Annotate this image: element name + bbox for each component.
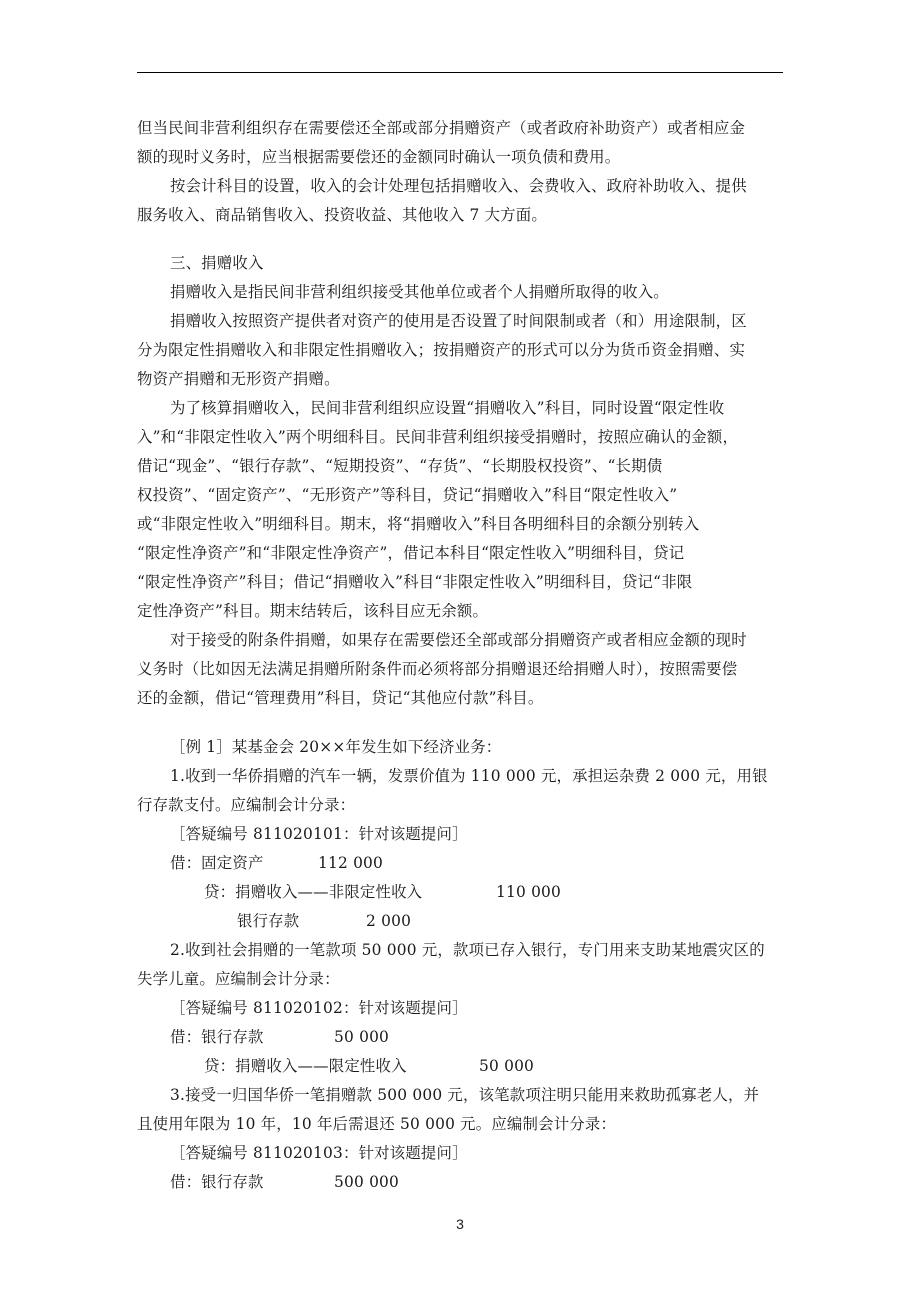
journal-credit-amount: 50 000 bbox=[479, 1057, 535, 1075]
text-line: 借记“现金”、“银行存款”、“短期投资”、“存货”、“长期股权投资”、“长期债 bbox=[137, 457, 663, 475]
text-line: “限定性净资产”科目；借记“捐赠收入”科目“非限定性收入”明细科目，贷记“非限 bbox=[137, 573, 693, 591]
journal-credit-amount: 2 000 bbox=[366, 912, 412, 930]
text-line: 捐赠收入按照资产提供者对资产的使用是否设置了时间限制或者（和）用途限制，区 bbox=[170, 312, 747, 330]
text-line: 分为限定性捐赠收入和非限定性捐赠收入；按捐赠资产的形式可以分为货币资金捐赠、实 bbox=[137, 341, 746, 359]
text-line: 2.收到社会捐赠的一笔款项 50 000 元，款项已存入银行，专门用来支助某地震灾区的 bbox=[170, 941, 765, 959]
text-line: 物资产捐赠和无形资产捐赠。 bbox=[137, 370, 340, 388]
journal-debit-account: 借：固定资产 bbox=[170, 854, 264, 872]
journal-debit-amount: 50 000 bbox=[334, 1028, 390, 1046]
journal-credit-account: 银行存款 bbox=[237, 912, 300, 930]
journal-debit-amount: 500 000 bbox=[334, 1173, 400, 1191]
text-line: 1.收到一华侨捐赠的汽车一辆，发票价值为 110 000 元，承担运杂费 2 000 元，用银 bbox=[170, 767, 768, 785]
journal-debit-amount: 112 000 bbox=[318, 854, 384, 872]
text-line: 且使用年限为 10 年，10 年后需退还 50 000 元。应编制会计分录： bbox=[137, 1115, 617, 1133]
journal-debit-account: 借：银行存款 bbox=[170, 1028, 264, 1046]
text-line: 按会计科目的设置，收入的会计处理包括捐赠收入、会费收入、政府补助收入、提供 bbox=[170, 177, 747, 195]
text-line: 定性净资产”科目。期末结转后，该科目应无余额。 bbox=[137, 602, 489, 620]
journal-credit-amount: 110 000 bbox=[496, 883, 562, 901]
text-line: 失学儿童。应编制会计分录： bbox=[137, 970, 340, 988]
text-line: 权投资”、“固定资产”、“无形资产”等科目，贷记“捐赠收入”科目“限定性收入” bbox=[137, 486, 678, 504]
text-line: 服务收入、商品销售收入、投资收益、其他收入 7 大方面。 bbox=[137, 206, 547, 224]
text-line: 入”和“非限定性收入”两个明细科目。民间非营利组织接受捐赠时，按照应确认的金额， bbox=[137, 428, 739, 446]
text-line: 行存款支付。应编制会计分录： bbox=[137, 796, 356, 814]
text-line: 3.接受一归国华侨一笔捐赠款 500 000 元，该笔款项注明只能用来救助孤寡老人，并 bbox=[170, 1086, 760, 1104]
header-rule bbox=[137, 72, 783, 73]
text-line: 还的金额，借记“管理费用”科目，贷记“其他应付款”科目。 bbox=[137, 689, 544, 707]
text-line: 但当民间非营利组织存在需要偿还全部或部分捐赠资产（或者政府补助资产）或者相应金 bbox=[137, 119, 746, 137]
page-number: 3 bbox=[456, 1216, 464, 1232]
text-line: 捐赠收入是指民间非营利组织接受其他单位或者个人捐赠所取得的收入。 bbox=[170, 283, 669, 301]
text-line: 或“非限定性收入”明细科目。期末，将“捐赠收入”科目各明细科目的余额分别转入 bbox=[137, 515, 700, 533]
example-heading: ［例 1］某基金会 20××年发生如下经济业务： bbox=[170, 738, 502, 756]
qa-reference: ［答疑编号 811020102：针对该题提问］ bbox=[170, 999, 468, 1017]
section-heading: 三、捐赠收入 bbox=[170, 254, 264, 272]
journal-credit-account: 贷：捐赠收入——限定性收入 bbox=[204, 1057, 407, 1075]
journal-credit-account: 贷：捐赠收入——非限定性收入 bbox=[204, 883, 423, 901]
text-line: 对于接受的附条件捐赠，如果存在需要偿还全部或部分捐赠资产或者相应金额的现时 bbox=[170, 631, 747, 649]
text-line: 额的现时义务时，应当根据需要偿还的金额同时确认一项负债和费用。 bbox=[137, 148, 621, 166]
text-line: “限定性净资产”和“非限定性净资产”，借记本科目“限定性收入”明细科目，贷记 bbox=[137, 544, 685, 562]
journal-debit-account: 借：银行存款 bbox=[170, 1173, 264, 1191]
text-line: 义务时（比如因无法满足捐赠所附条件而必须将部分捐赠退还给捐赠人时），按照需要偿 bbox=[137, 660, 738, 678]
qa-reference: ［答疑编号 811020101：针对该题提问］ bbox=[170, 825, 468, 843]
qa-reference: ［答疑编号 811020103：针对该题提问］ bbox=[170, 1144, 468, 1162]
text-line: 为了核算捐赠收入，民间非营利组织应设置“捐赠收入”科目，同时设置“限定性收 bbox=[170, 399, 725, 417]
